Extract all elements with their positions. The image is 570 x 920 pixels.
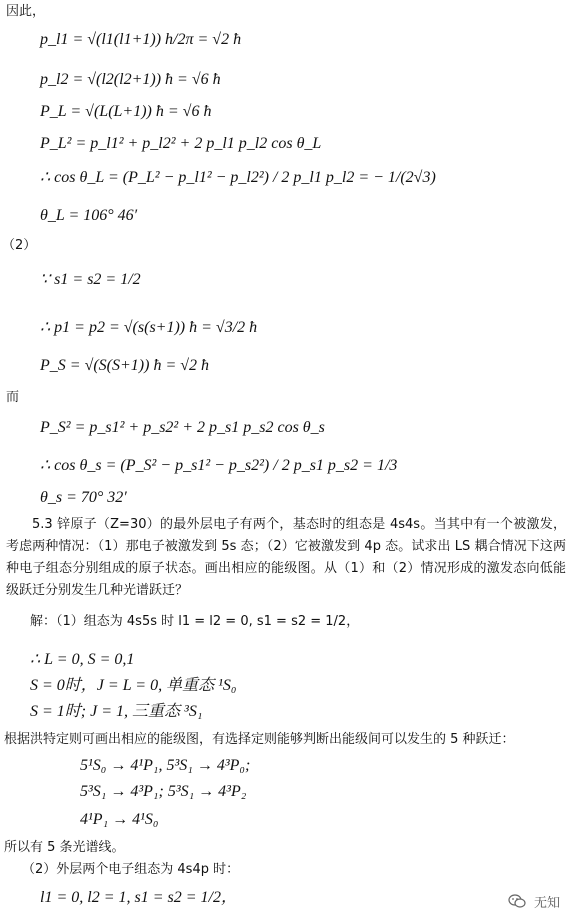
equation-P-L-squared	[40, 134, 321, 154]
equation-text: ∴ L = 0, S = 0,1	[30, 651, 135, 668]
equation-text: ∵ s1 = s2 = 1/2	[40, 271, 141, 288]
equation-p-l2	[40, 70, 221, 90]
equation-4s4p	[40, 888, 237, 908]
equation-P-S	[40, 356, 209, 376]
equation-text: ∴ p1 = p2 = √(s(s+1)) ħ = √3/2 ħ	[40, 319, 258, 336]
equation-text: P_S = √(S(S+1)) ħ = √2 ħ	[40, 357, 210, 374]
equation-text: 5³S₁ → 4³P₁; 5³S₁ → 4³P₂	[80, 783, 247, 800]
transition-line	[80, 756, 250, 776]
text-line: 根据洪特定则可画出相应的能级图，有选择定则能够判断出能级间可以发生的 5 种跃迁：	[4, 732, 515, 747]
section-label: （2）	[2, 238, 37, 253]
equation-text: S = 1时; J = 1, 三重态 ³S₁	[30, 703, 203, 720]
equation-P-L	[40, 102, 211, 122]
equation-text: p_l2 = √(l2(l2+1)) ħ = √6 ħ	[40, 71, 221, 88]
watermark	[508, 892, 560, 913]
solution-line: 解：（1）组态为 4s5s 时 l1 = l2 = 0, s1 = s2 = 1/2，	[30, 614, 360, 629]
transition-line	[80, 810, 159, 830]
equation-text: P_S² = p_s1² + p_s2² + 2 p_s1 p_s2 cos θ_s	[40, 419, 325, 436]
equation-P-S-squared	[40, 418, 325, 438]
equation-singlet	[30, 676, 236, 696]
text-line: 所以有 5 条光谱线。	[4, 840, 125, 855]
transition-line	[80, 782, 246, 802]
equation-text: S = 0时，J = L = 0, 单重态 ¹S₀	[30, 677, 237, 694]
text-line: 而	[6, 390, 20, 405]
wechat-icon	[508, 894, 526, 912]
equation-p-l1	[40, 30, 241, 50]
equation-cos-theta-L	[40, 168, 436, 188]
equation-text: l1 = 0, l2 = 1, s1 = s2 = 1/2，	[40, 889, 237, 906]
equation-theta-s	[40, 488, 127, 508]
equation-theta-L	[40, 206, 137, 226]
equation-cos-theta-s	[40, 456, 397, 476]
equation-text: P_L² = p_l1² + p_l2² + 2 p_l1 p_l2 cos θ_L	[40, 135, 322, 152]
equation-text: ∴ cos θ_L = (P_L² − p_l1² − p_l2²) / 2 p_l1 p_l2 = − 1/(2√3)	[40, 169, 436, 186]
equation-triplet	[30, 702, 202, 722]
equation-text: θ_L = 106° 46′	[40, 207, 138, 224]
watermark-text: 无知	[533, 895, 560, 911]
text-line: 因此，	[6, 4, 46, 19]
equation-text: ∴ cos θ_s = (P_S² − p_s1² − p_s2²) / 2 p_s1 p_s2 = 1/3	[40, 457, 398, 474]
equation-L-S	[30, 650, 134, 670]
equation-text: 4¹P₁ → 4¹S₀	[80, 811, 159, 828]
equation-text: θ_s = 70° 32′	[40, 489, 127, 506]
equation-text: 5¹S₀ → 4¹P₁, 5³S₁ → 4³P₀;	[80, 757, 251, 774]
equation-p1-p2	[40, 318, 257, 338]
equation-text: p_l1 = √(l1(l1+1)) h/2π = √2 ħ	[40, 31, 242, 48]
equation-s1-s2	[40, 270, 141, 290]
equation-text: P_L = √(L(L+1)) ħ = √6 ħ	[40, 103, 212, 120]
text-line: （2）外层两个电子组态为 4s4p 时：	[22, 862, 240, 877]
problem-paragraph: 5.3 锌原子（Z=30）的最外层电子有两个，基态时的组态是 4s4s。当其中有一个被激发，考虑两种情况：（1）那电子被激发到 5s 态；（2）它被激发到 4p 态。试求出 LS 耦合情况下这两种电子组态分别组成的原子状态。画出相应的能级图。从（1）和（2）情况形成的激发态向低能级跃迁分别发生几种光谱跃迁？	[6, 517, 566, 598]
